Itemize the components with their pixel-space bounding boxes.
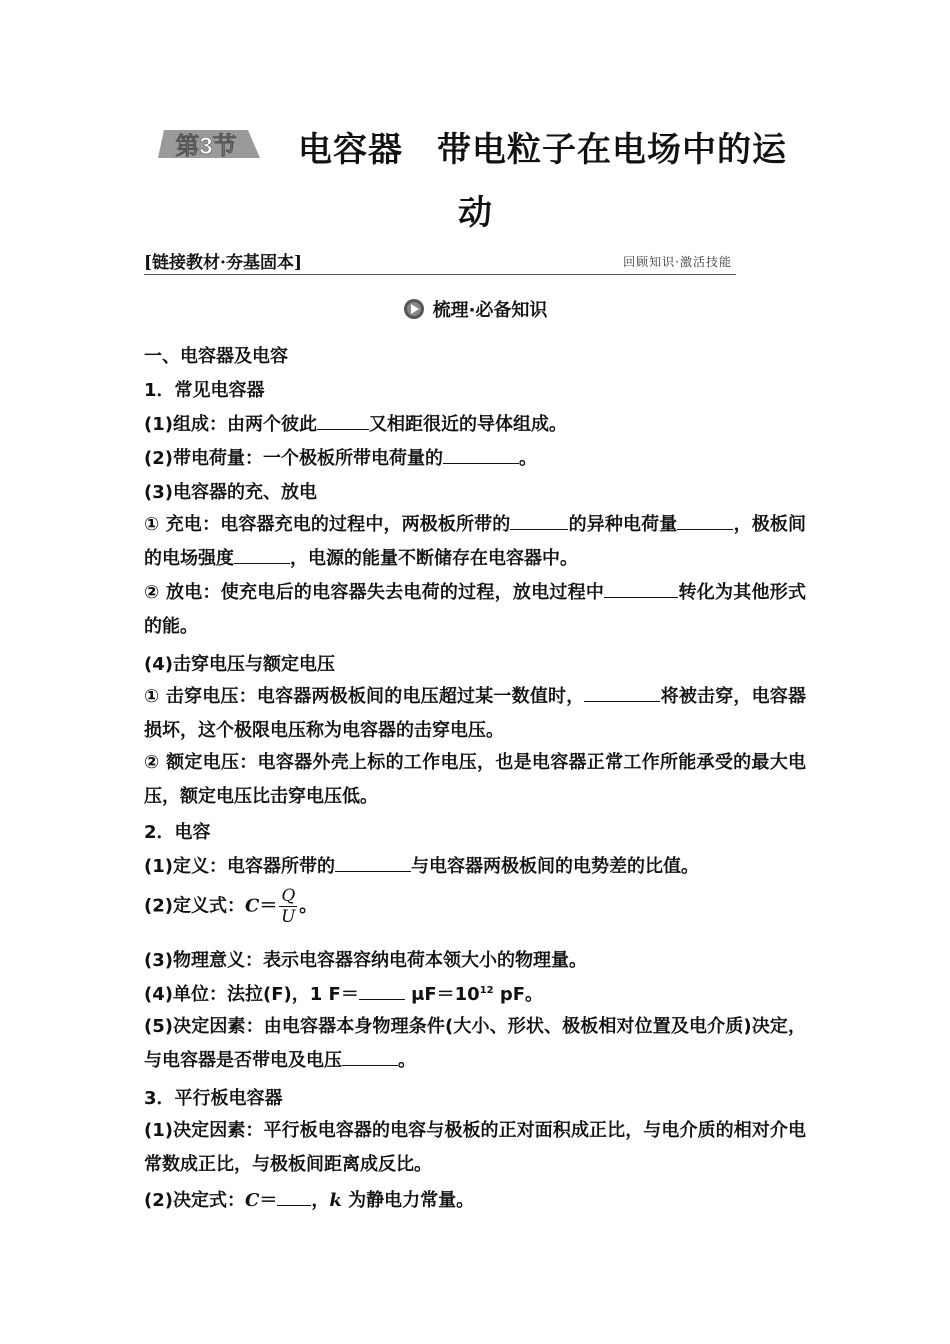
fill-blank bbox=[277, 1190, 311, 1206]
text: 转化为其他形式的能。 bbox=[144, 582, 807, 637]
text: (1)组成：由两个彼此 bbox=[144, 414, 317, 435]
heading-common-capacitor: 1．常见电容器 bbox=[144, 380, 265, 401]
line-charge-discharge: (3)电容器的充、放电 bbox=[144, 482, 317, 503]
text: μF＝10 bbox=[404, 984, 480, 1005]
subheading bbox=[0, 296, 950, 325]
line-definition bbox=[144, 852, 699, 878]
fill-blank bbox=[317, 414, 369, 430]
text: ， bbox=[311, 1190, 330, 1211]
line-charge bbox=[144, 444, 537, 470]
para-discharging bbox=[144, 576, 806, 644]
denominator: U bbox=[281, 907, 296, 927]
heading-capacitor: 一、电容器及电容 bbox=[144, 346, 288, 367]
section-bar-label: [链接教材·夯基固本] bbox=[144, 253, 303, 273]
subheading-text: 梳理·必备知识 bbox=[432, 300, 548, 321]
text: 。 bbox=[299, 895, 318, 917]
text: ，极板间的电场强度 bbox=[144, 514, 806, 569]
text: ，电源的能量不断储存在电容器中。 bbox=[290, 548, 578, 569]
line-meaning: (3)物理意义：表示电容器容纳电荷本领大小的物理量。 bbox=[144, 950, 587, 971]
var-c: C bbox=[244, 1190, 260, 1211]
fraction-q-over-u bbox=[279, 886, 297, 927]
text: 又相距很近的导体组成。 bbox=[368, 414, 567, 435]
title-part-a: 电容器 bbox=[298, 130, 403, 170]
text: 。 bbox=[398, 1050, 416, 1071]
text: ＝ bbox=[259, 895, 278, 917]
line-determining-formula bbox=[144, 1186, 474, 1212]
fill-blank bbox=[677, 514, 733, 530]
text: ② 放电：使充电后的电容器失去电荷的过程，放电过程中 bbox=[144, 582, 605, 603]
heading-parallel-plate: 3．平行板电容器 bbox=[144, 1088, 283, 1109]
line-composition bbox=[144, 410, 567, 436]
para-parallel-factors: (1)决定因素：平行板电容器的电容与极板的正对面积成正比，与电介质的相对介电常数成正比，与极板间距离成反比。 bbox=[144, 1120, 806, 1175]
para-rated-voltage: ② 额定电压：电容器外壳上标的工作电压，也是电容器正常工作所能承受的最大电压，额定电压比击穿电压低。 bbox=[144, 752, 806, 807]
text: (4)单位：法拉(F)，1 F＝ bbox=[144, 984, 359, 1005]
text: (1)定义：电容器所带的 bbox=[144, 856, 335, 877]
badge-label: 第3节 bbox=[175, 133, 237, 160]
var-k: k bbox=[329, 1190, 342, 1211]
para-charging bbox=[144, 508, 806, 576]
para-factors bbox=[144, 1010, 806, 1078]
exponent: 12 bbox=[479, 985, 494, 996]
text: ＝ bbox=[259, 1190, 278, 1211]
text: (2)带电荷量：一个极板所带电荷量的 bbox=[144, 448, 443, 469]
numerator: Q bbox=[281, 886, 296, 906]
page-title-continued: 动 bbox=[458, 193, 492, 233]
fill-blank bbox=[335, 856, 411, 872]
fill-blank bbox=[359, 984, 405, 1000]
fill-blank bbox=[342, 1050, 398, 1066]
section-badge bbox=[158, 126, 262, 162]
fill-blank bbox=[584, 686, 660, 702]
text: pF。 bbox=[493, 984, 544, 1005]
title-part-b: 带电粒子在电场中的运 bbox=[437, 130, 787, 170]
line-unit bbox=[144, 980, 543, 1006]
text: 将被击穿，电容器损坏，这个极限电压称为电容器的击穿电压。 bbox=[144, 686, 806, 741]
fill-blank bbox=[234, 548, 290, 564]
text: ① 击穿电压：电容器两极板间的电压超过某一数值时， bbox=[144, 686, 585, 707]
badge-background bbox=[158, 126, 262, 162]
section-bar bbox=[144, 248, 736, 275]
text: 的异种电荷量 bbox=[568, 514, 678, 535]
section-bar-tagline: 回顾知识·激活技能 bbox=[623, 255, 732, 269]
text: (2)决定式： bbox=[144, 1190, 245, 1211]
fill-blank bbox=[604, 582, 678, 598]
play-icon bbox=[403, 298, 425, 325]
page-title bbox=[298, 122, 787, 171]
text: 为静电力常量。 bbox=[341, 1190, 475, 1211]
var-c: C bbox=[244, 895, 260, 917]
text: ① 充电：电容器充电的过程中，两极板所带的 bbox=[144, 514, 511, 535]
line-formula bbox=[144, 886, 317, 927]
text: 与电容器两极板间的电势差的比值。 bbox=[410, 856, 699, 877]
line-voltage: (4)击穿电压与额定电压 bbox=[144, 654, 335, 675]
text: (5)决定因素：由电容器本身物理条件(大小、形状、极板相对位置及电介质)决定，与电容器是否带电及电压 bbox=[144, 1016, 806, 1071]
fill-blank bbox=[443, 448, 519, 464]
heading-capacitance: 2．电容 bbox=[144, 822, 211, 843]
para-breakdown-voltage bbox=[144, 680, 806, 748]
text: (2)定义式： bbox=[144, 895, 245, 917]
text: 。 bbox=[518, 448, 537, 469]
fill-blank bbox=[510, 514, 568, 530]
